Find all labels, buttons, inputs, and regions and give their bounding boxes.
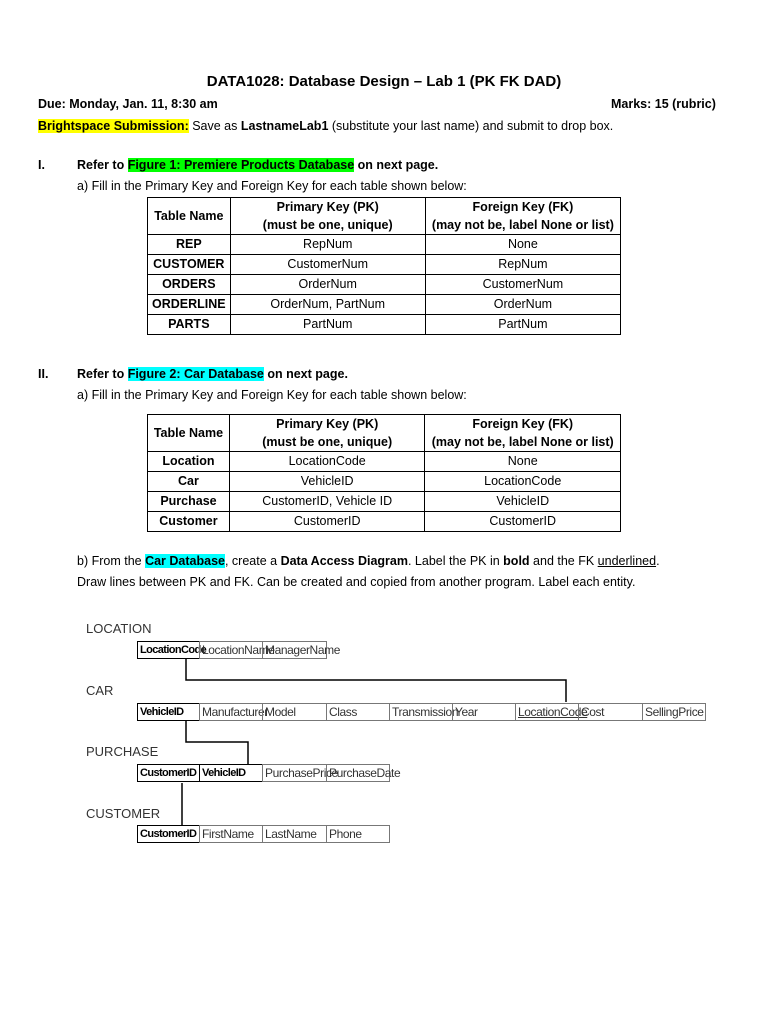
submission-post: (substitute your last name) and submit to drop box.: [328, 119, 614, 133]
part-b-bold: bold: [503, 554, 530, 568]
row-fk: None: [425, 235, 620, 255]
field-pk: VehicleID: [199, 764, 263, 782]
header-pk-line1: Primary Key (PK): [276, 417, 379, 431]
row-name: Purchase: [148, 492, 230, 512]
field: LocationName: [199, 641, 263, 659]
field: LastName: [262, 825, 327, 843]
part-b-text: b) From the: [77, 554, 146, 568]
submission-filename: LastnameLab1: [240, 119, 329, 133]
row-fk: CustomerID: [425, 512, 621, 532]
header-table-name: Table Name: [148, 415, 230, 452]
row-pk: OrderNum, PartNum: [230, 295, 425, 315]
header-pk-line2: (must be one, unique): [262, 435, 393, 449]
header-pk-line1: Primary Key (PK): [276, 200, 379, 214]
section2-figure: Figure 2: Car Database: [127, 367, 264, 381]
row-name: REP: [148, 235, 231, 255]
part-b-text: . Label the PK in: [407, 554, 504, 568]
row-pk: PartNum: [230, 315, 425, 335]
header-fk-line2: (may not be, label None or list): [431, 218, 614, 232]
field-pk: VehicleID: [137, 703, 200, 721]
row-name: PARTS: [148, 315, 231, 335]
entity-location: [138, 641, 340, 659]
section2-numeral: II.: [38, 367, 49, 381]
section1-refer-pre: Refer to: [77, 158, 128, 172]
page-title: DATA1028: Database Design – Lab 1 (PK FK DAD): [206, 73, 562, 90]
row-fk: OrderNum: [425, 295, 620, 315]
section2-refer-post: on next page.: [263, 367, 348, 381]
header-fk-line1: Foreign Key (FK): [472, 417, 574, 431]
field: PurchasePrice: [262, 764, 327, 782]
field: Class: [326, 703, 390, 721]
field: Transmission: [389, 703, 453, 721]
section2-refer-pre: Refer to: [77, 367, 128, 381]
row-fk: LocationCode: [425, 472, 621, 492]
submission-colon: :: [184, 119, 189, 133]
row-fk: None: [425, 452, 621, 472]
section1-numeral: I.: [38, 158, 45, 172]
field: Manufacturer: [199, 703, 263, 721]
row-pk: LocationCode: [229, 452, 425, 472]
row-fk: RepNum: [425, 255, 620, 275]
field-pk: LocationCode: [137, 641, 200, 659]
row-name: ORDERLINE: [148, 295, 231, 315]
row-pk: OrderNum: [230, 275, 425, 295]
part-b-dad: Data Access Diagram: [280, 554, 408, 568]
field: Cost: [578, 703, 643, 721]
car-purchase-line: [186, 721, 248, 764]
marks: Marks: 15 (rubric): [611, 97, 716, 111]
row-pk: CustomerNum: [230, 255, 425, 275]
part-b-underlined: underlined: [597, 554, 657, 568]
field-fk: LocationCode: [515, 703, 579, 721]
location-car-line: [186, 659, 566, 702]
row-name: CUSTOMER: [148, 255, 231, 275]
section1-instruction: a) Fill in the Primary Key and Foreign Key for each table shown below:: [77, 179, 467, 193]
row-pk: CustomerID, Vehicle ID: [229, 492, 425, 512]
header-pk-line2: (must be one, unique): [262, 218, 393, 232]
entity-car: [138, 703, 706, 721]
entity-label-car: CAR: [86, 683, 114, 698]
header-fk-line1: Foreign Key (FK): [472, 200, 574, 214]
row-pk: RepNum: [230, 235, 425, 255]
due-date: Due: Monday, Jan. 11, 8:30 am: [38, 97, 218, 111]
field: Model: [262, 703, 327, 721]
field: FirstName: [199, 825, 263, 843]
submission-pre: Save as: [188, 119, 241, 133]
part-b-line2: Draw lines between PK and FK. Can be created and copied from another program. Label each entity.: [77, 575, 636, 589]
section2-instruction: a) Fill in the Primary Key and Foreign Key for each table shown below:: [77, 388, 467, 402]
entity-customer: [138, 825, 390, 843]
part-b-car-database: Car Database: [145, 554, 225, 568]
row-fk: PartNum: [425, 315, 620, 335]
part-b-text: , create a: [224, 554, 281, 568]
row-name: Customer: [148, 512, 230, 532]
row-name: Location: [148, 452, 230, 472]
field: SellingPrice: [642, 703, 706, 721]
submission-label: Brightspace Submission: [38, 119, 185, 133]
row-fk: VehicleID: [425, 492, 621, 512]
part-b-text: and the FK: [529, 554, 598, 568]
field: Year: [452, 703, 516, 721]
header-table-name: Table Name: [148, 198, 231, 235]
row-name: ORDERS: [148, 275, 231, 295]
field-pk: CustomerID: [137, 825, 200, 843]
row-pk: VehicleID: [229, 472, 425, 492]
entity-purchase: [138, 764, 401, 782]
part-b-text: .: [656, 554, 660, 568]
entity-label-location: LOCATION: [86, 621, 152, 636]
section1-refer-post: on next page.: [354, 158, 439, 172]
field-pk: CustomerID: [137, 764, 200, 782]
row-pk: CustomerID: [229, 512, 425, 532]
section1-figure: Figure 1: Premiere Products Database: [127, 158, 355, 172]
field: ManagerName: [262, 641, 327, 659]
field: PurchaseDate: [326, 764, 390, 782]
row-fk: CustomerNum: [425, 275, 620, 295]
row-name: Car: [148, 472, 230, 492]
header-fk-line2: (may not be, label None or list): [431, 435, 614, 449]
entity-label-customer: CUSTOMER: [86, 806, 161, 821]
entity-label-purchase: PURCHASE: [86, 744, 159, 759]
field: Phone: [326, 825, 390, 843]
